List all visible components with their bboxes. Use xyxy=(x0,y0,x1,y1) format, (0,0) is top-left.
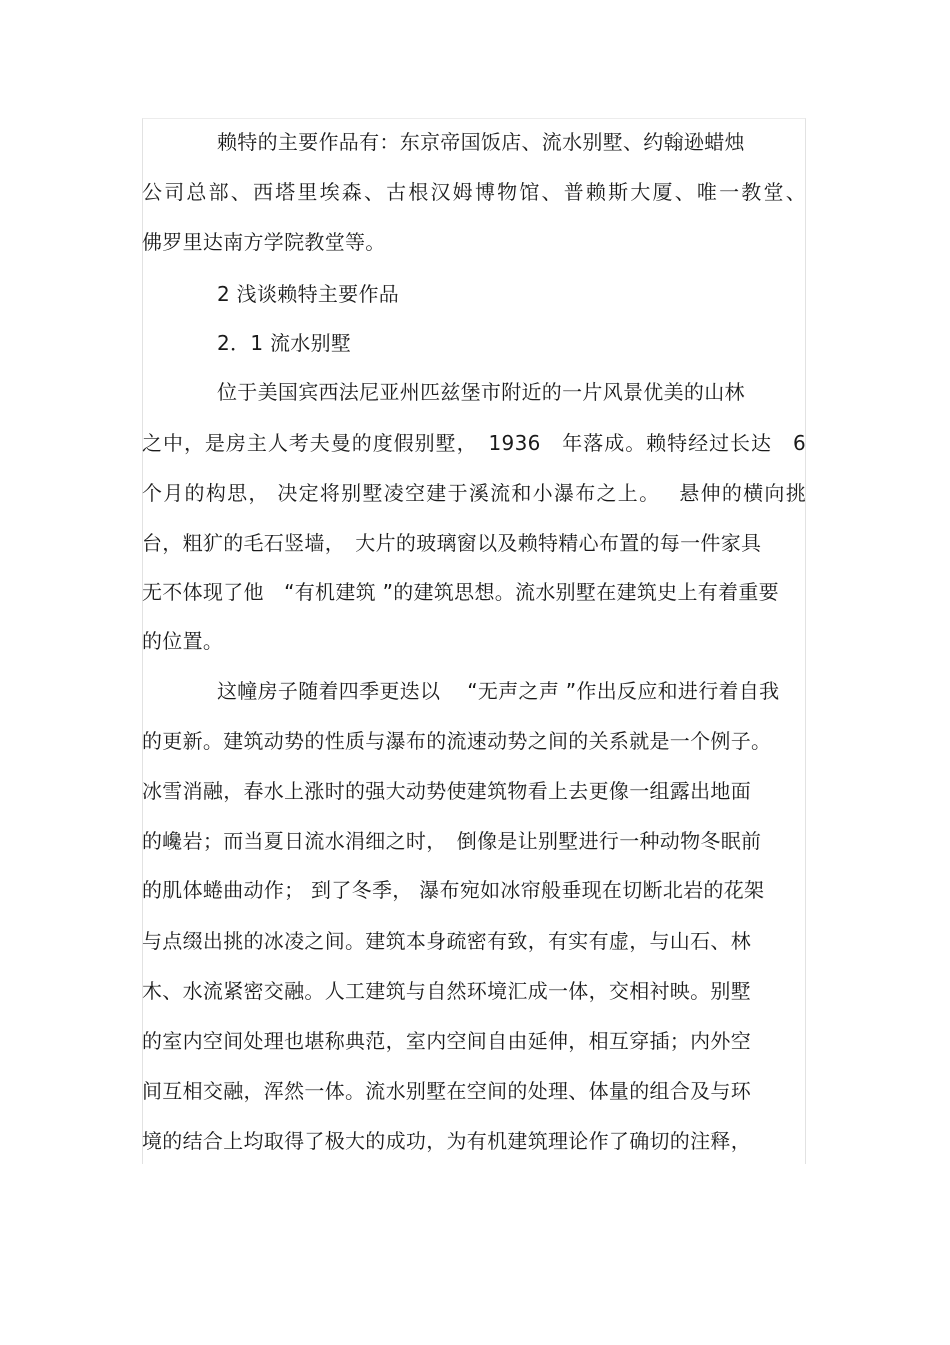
paragraph-seasons-line-2: 的更新。建筑动势的性质与瀑布的流速动势之间的关系就是一个例子。 xyxy=(142,729,772,753)
section-heading: 2 浅谈赖特主要作品 xyxy=(217,282,400,306)
paragraph-seasons-line-7: 木、水流紧密交融。人工建筑与自然环境汇成一体，交相衬映。别墅 xyxy=(142,979,751,1003)
paragraph-seasons-line-9: 间互相交融，浑然一体。流水别墅在空间的处理、体量的组合及与环 xyxy=(142,1079,751,1103)
paragraph-fallingwater-line-1: 位于美国宾西法尼亚州匹兹堡市附近的一片风景优美的山林 xyxy=(217,380,745,404)
paragraph-fallingwater-line-5: 无不体现了他 “有机建筑 ”的建筑思想。流水别墅在建筑史上有着重要 xyxy=(142,580,779,604)
paragraph-seasons-line-8: 的室内空间处理也堪称典范，室内空间自由延伸，相互穿插；内外空 xyxy=(142,1029,751,1053)
paragraph-works-line-1: 赖特的主要作品有：东京帝国饭店、流水别墅、约翰逊蜡烛 xyxy=(217,130,745,154)
paragraph-seasons-line-6: 与点缀出挑的冰凌之间。建筑本身疏密有致，有实有虚，与山石、林 xyxy=(142,929,751,953)
paragraph-works-line-3: 佛罗里达南方学院教堂等。 xyxy=(142,230,386,254)
paragraph-seasons-line-4: 的巉岩；而当夏日流水涓细之时， 倒像是让别墅进行一种动物冬眠前 xyxy=(142,829,762,853)
paragraph-fallingwater-line-2: 之中，是房主人考夫曼的度假别墅， 1936 年落成。赖特经过长达 6 xyxy=(142,431,806,455)
paragraph-fallingwater-line-6: 的位置。 xyxy=(142,629,224,653)
paragraph-seasons-line-5: 的肌体蜷曲动作； 到了冬季， 瀑布宛如冰帘般垂现在切断北岩的花架 xyxy=(142,878,765,902)
subsection-heading: 2．1 流水别墅 xyxy=(217,331,352,355)
paragraph-seasons-line-3: 冰雪消融，春水上涨时的强大动势使建筑物看上去更像一组露出地面 xyxy=(142,779,751,803)
paragraph-seasons-line-10: 境的结合上均取得了极大的成功，为有机建筑理论作了确切的注释， xyxy=(142,1129,751,1153)
paragraph-fallingwater-line-3: 个月的构思， 决定将别墅凌空建于溪流和小瀑布之上。 悬伸的横向挑 xyxy=(142,481,806,505)
paragraph-fallingwater-line-4: 台，粗犷的毛石竖墙， 大片的玻璃窗以及赖特精心布置的每一件家具 xyxy=(142,531,762,555)
paragraph-works-line-2: 公司总部、西塔里埃森、古根汉姆博物馆、普赖斯大厦、唯一教堂、 xyxy=(142,180,806,204)
paragraph-seasons-line-1: 这幢房子随着四季更迭以 “无声之声 ”作出反应和进行着自我 xyxy=(217,679,780,703)
